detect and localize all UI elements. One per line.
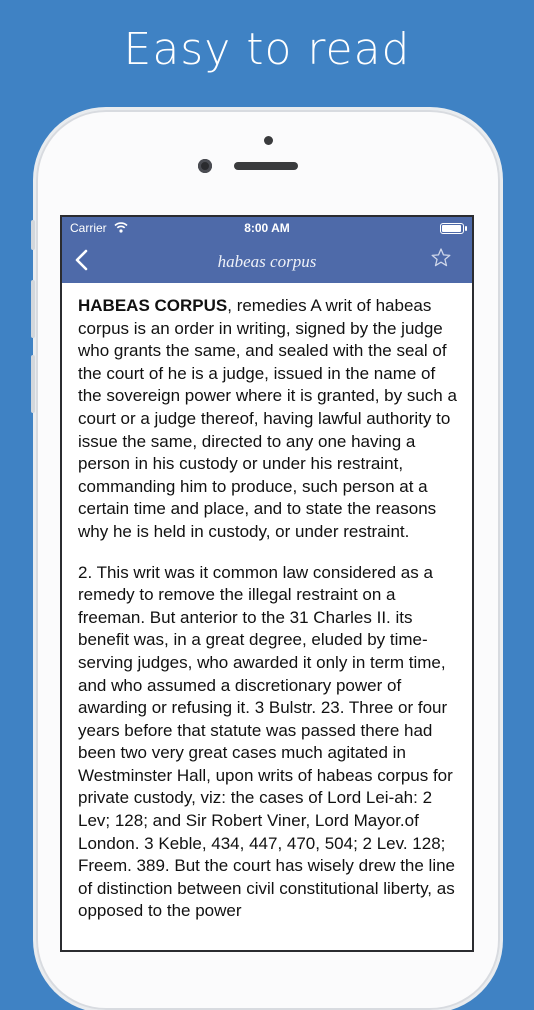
volume-up-button [31,280,35,338]
proximity-sensor [264,136,273,145]
carrier-label: Carrier [70,221,107,235]
definition-paragraph [78,295,458,544]
battery-icon [440,223,464,234]
front-camera [198,159,212,173]
entry-term: HABEAS CORPUS [78,296,228,315]
definition-content [78,295,458,941]
volume-down-button [31,355,35,413]
paragraph-2-text: 2. This writ was it common law considered as a remedy to remove the illegal restraint on a freeman. But anterior to the 31 Charles II. its benefit was, in a great degree, eluded by time-serving judges, who awarded it only in term time, and who assumed a discretionary power of awarding or refusing it. 3 Bulstr. 23. Three or four years before that statute was passed there had been two very great cases much agitated in Westminster Hall, upon writs of habeas corpus for private custody, viz: the cases of Lord Lei-ah: 2 Lev; 128; and Sir Robert Viner, Lord Mayor.of London. 3 Keble, 434, 447, 470, 504; 2 Lev. 128; Freem. 389. But the court has wisely drew the line of distinction between civil constitutional liberty, as opposed to the power [78,562,456,921]
paragraph-1-text: , remedies A writ of habeas corpus is an order in writing, signed by the judge who grants the same, and sealed with the seal of the court of he is a judge, issued in the name of the sovereign power where it is granted, by such a court or a judge thereof, having lawful authority to issue the same, directed to any one having a person in his custody or under his restraint, commanding him to produce, such person at a certain time and place, and to state the reasons why he is held in custody, or under restraint. [78,296,457,541]
headline: Easy to read [123,24,411,75]
page-title: habeas corpus [217,252,317,271]
earpiece-speaker [234,162,298,170]
mute-switch [31,220,35,250]
star-outline-icon[interactable] [430,247,452,269]
status-time: 8:00 AM [244,221,290,235]
status-bar [62,217,472,239]
battery-cap [465,226,467,231]
app-screen [62,217,472,950]
navigation-bar [62,217,472,283]
